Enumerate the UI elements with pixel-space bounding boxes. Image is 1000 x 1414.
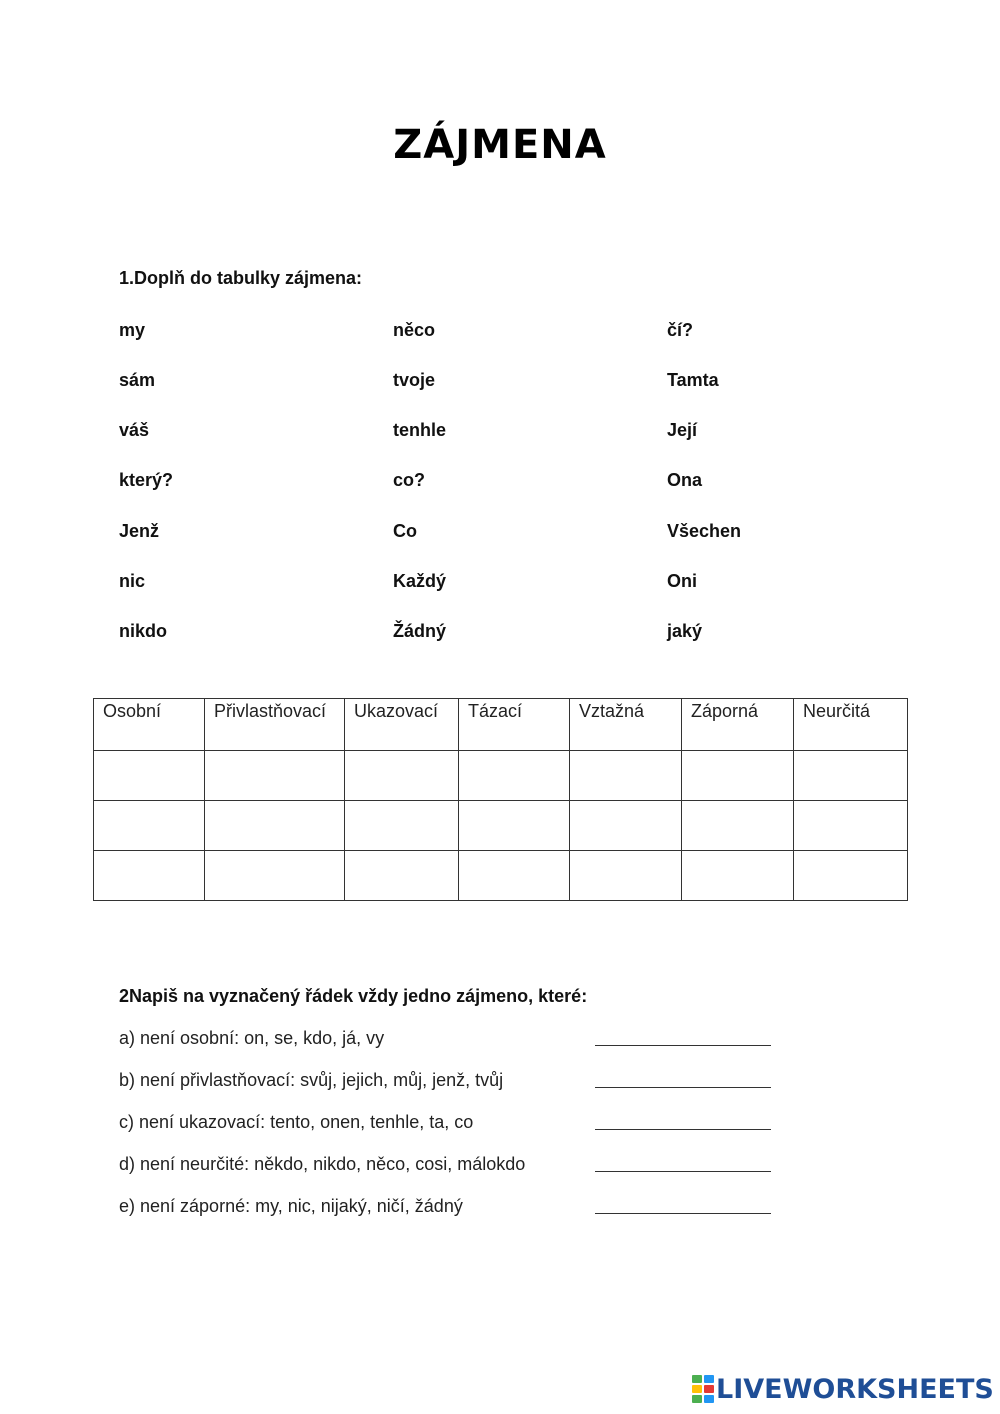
word-item[interactable]: nic [119, 571, 146, 591]
drop-cell[interactable] [205, 851, 345, 901]
drop-cell[interactable] [570, 751, 682, 801]
task2-heading: 2Napiš na vyznačený řádek vždy jedno zájmeno, které: [119, 986, 588, 1006]
task2-item-b: b) není přivlastňovací: svůj, jejich, můj, jenž, tvůj [119, 1070, 504, 1090]
word-item[interactable]: sám [119, 370, 156, 390]
drop-cell[interactable] [682, 851, 794, 901]
word-item[interactable]: váš [119, 420, 150, 440]
drop-cell[interactable] [794, 751, 908, 801]
word-item[interactable]: jaký [667, 621, 703, 641]
word-item[interactable]: tenhle [393, 420, 447, 440]
drop-cell[interactable] [459, 851, 570, 901]
task2-item-a: a) není osobní: on, se, kdo, já, vy [119, 1028, 385, 1048]
column-header-ukazovaci: Ukazovací [345, 699, 459, 751]
liveworksheets-logo [692, 1372, 994, 1406]
drop-cell[interactable] [94, 801, 205, 851]
answer-line-d[interactable] [595, 1171, 771, 1172]
word-item[interactable]: tvoje [393, 370, 436, 390]
drop-cell[interactable] [205, 801, 345, 851]
table-row [94, 751, 908, 801]
word-item[interactable]: Její [667, 420, 698, 440]
drop-cell[interactable] [459, 751, 570, 801]
word-item[interactable]: Všechen [667, 521, 742, 541]
brand-name: LIVEWORKSHEETS [716, 1373, 994, 1405]
pronoun-table [93, 698, 908, 901]
drop-cell[interactable] [345, 751, 459, 801]
word-item[interactable]: Žádný [393, 621, 447, 641]
drop-cell[interactable] [94, 751, 205, 801]
drop-cell[interactable] [682, 801, 794, 851]
answer-line-e[interactable] [595, 1213, 771, 1214]
drop-cell[interactable] [570, 851, 682, 901]
logo-block [704, 1375, 714, 1383]
drop-cell[interactable] [682, 751, 794, 801]
page-title: ZÁJMENA [393, 122, 607, 168]
logo-block [704, 1395, 714, 1403]
table-header-row [94, 699, 908, 751]
drop-cell[interactable] [345, 801, 459, 851]
task1-heading: 1.Doplň do tabulky zájmena: [119, 268, 363, 288]
column-header-tazaci: Tázací [459, 699, 570, 751]
logo-block [692, 1375, 702, 1383]
answer-line-a[interactable] [595, 1045, 771, 1046]
word-item[interactable]: který? [119, 470, 174, 490]
logo-block [704, 1385, 714, 1393]
drop-cell[interactable] [94, 851, 205, 901]
word-item[interactable]: něco [393, 320, 436, 340]
word-item[interactable]: Co [393, 521, 417, 541]
drop-cell[interactable] [794, 851, 908, 901]
answer-line-c[interactable] [595, 1129, 771, 1130]
column-header-osobni: Osobní [94, 699, 205, 751]
drop-cell[interactable] [570, 801, 682, 851]
column-header-neurcita: Neurčitá [794, 699, 908, 751]
column-header-zaporna: Záporná [682, 699, 794, 751]
drop-cell[interactable] [345, 851, 459, 901]
column-header-vztazna: Vztažná [570, 699, 682, 751]
answer-line-b[interactable] [595, 1087, 771, 1088]
task2-item-c: c) není ukazovací: tento, onen, tenhle, ta, co [119, 1112, 474, 1132]
task2-item-d: d) není neurčité: někdo, nikdo, něco, cosi, málokdo [119, 1154, 526, 1174]
task2-item-e: e) není záporné: my, nic, nijaký, ničí, žádný [119, 1196, 463, 1216]
word-item[interactable]: Oni [667, 571, 697, 591]
table-row [94, 801, 908, 851]
logo-blocks-icon [692, 1375, 714, 1403]
table-row [94, 851, 908, 901]
word-item[interactable]: čí? [667, 320, 694, 340]
logo-block [692, 1385, 702, 1393]
word-item[interactable]: Ona [667, 470, 703, 490]
drop-cell[interactable] [205, 751, 345, 801]
drop-cell[interactable] [459, 801, 570, 851]
logo-block [692, 1395, 702, 1403]
drop-cell[interactable] [794, 801, 908, 851]
word-item[interactable]: Tamta [667, 370, 719, 390]
word-item[interactable]: my [119, 320, 146, 340]
word-item[interactable]: Každý [393, 571, 447, 591]
word-item[interactable]: nikdo [119, 621, 167, 641]
word-item[interactable]: co? [393, 470, 426, 490]
column-header-privlastnovaci: Přivlastňovací [205, 699, 345, 751]
word-item[interactable]: Jenž [119, 521, 160, 541]
